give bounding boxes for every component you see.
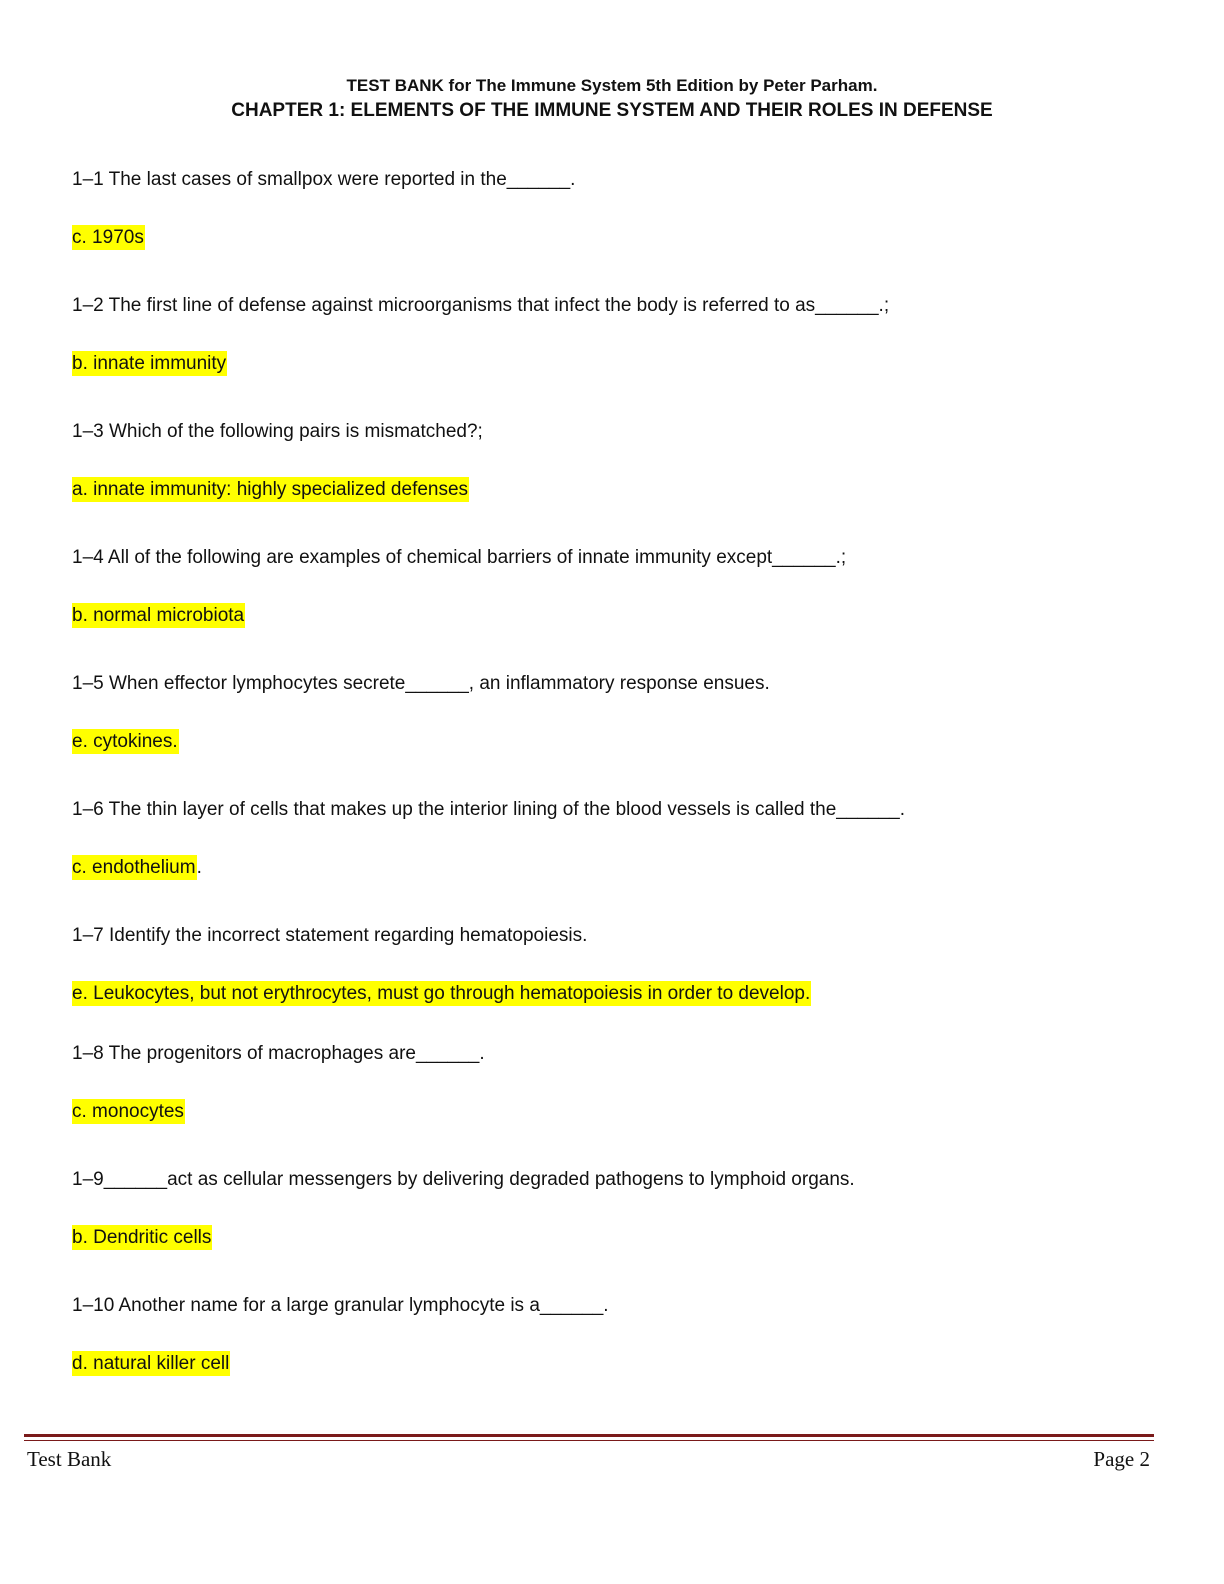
question-list [72,166,1162,1418]
highlighted-answer: e. Leukocytes, but not erythrocytes, must go through hematopoiesis in order to develop. [72,983,811,1004]
answer-row [72,854,1162,882]
question-item [72,166,1162,292]
question-text: 1–4 All of the following are examples of chemical barriers of innate immunity except______.; [72,547,847,568]
answer-row [72,1350,1162,1378]
highlighted-answer: c. 1970s [72,227,144,248]
page-header [0,74,1224,124]
highlighted-answer: b. normal microbiota [72,605,245,626]
highlighted-answer: c. monocytes [72,1101,184,1122]
answer-row [72,728,1162,756]
question-item [72,544,1162,670]
chapter-title: CHAPTER 1: ELEMENTS OF THE IMMUNE SYSTEM AND THEIR ROLES IN DEFENSE [231,100,993,121]
highlighted-answer: d. natural killer cell [72,1353,230,1374]
highlighted-answer: b. Dendritic cells [72,1227,212,1248]
question-item [72,796,1162,922]
question-item [72,1292,1162,1418]
answer-row [72,1098,1162,1126]
question-item [72,670,1162,796]
question-text: 1–9______act as cellular messengers by delivering degraded pathogens to lymphoid organs. [72,1169,855,1190]
question-item [72,418,1162,544]
page-number: Page 2 [1093,1447,1150,1471]
answer-row [72,980,1162,1008]
question-text: 1–2 The first line of defense against microorganisms that infect the body is referred to as______.; [72,295,890,316]
question-item [72,1166,1162,1292]
footer-label: Test Bank [27,1447,112,1471]
highlighted-answer: b. innate immunity [72,353,227,374]
question-text: 1–8 The progenitors of macrophages are______. [72,1043,485,1064]
question-item [72,1040,1162,1166]
answer-suffix: . [196,857,202,878]
highlighted-answer: a. innate immunity: highly specialized defenses [72,479,469,500]
footer-divider-thin [24,1440,1154,1441]
question-text: 1–10 Another name for a large granular lymphocyte is a______. [72,1295,609,1316]
answer-row [72,1224,1162,1252]
highlighted-answer: c. endothelium [72,857,196,878]
question-item [72,292,1162,418]
question-text: 1–6 The thin layer of cells that makes up the interior lining of the blood vessels is called the______. [72,799,905,820]
document-title: TEST BANK for The Immune System 5th Edition by Peter Parham. [346,76,878,95]
question-text: 1–3 Which of the following pairs is mismatched?; [72,421,483,442]
question-text: 1–7 Identify the incorrect statement regarding hematopoiesis. [72,925,588,946]
answer-row [72,224,1162,252]
footer-divider [24,1434,1154,1437]
answer-row [72,602,1162,630]
question-text: 1–1 The last cases of smallpox were reported in the______. [72,169,576,190]
question-text: 1–5 When effector lymphocytes secrete______, an inflammatory response ensues. [72,673,770,694]
answer-row [72,476,1162,504]
question-item [72,922,1162,1040]
highlighted-answer: e. cytokines. [72,731,178,752]
answer-row [72,350,1162,378]
